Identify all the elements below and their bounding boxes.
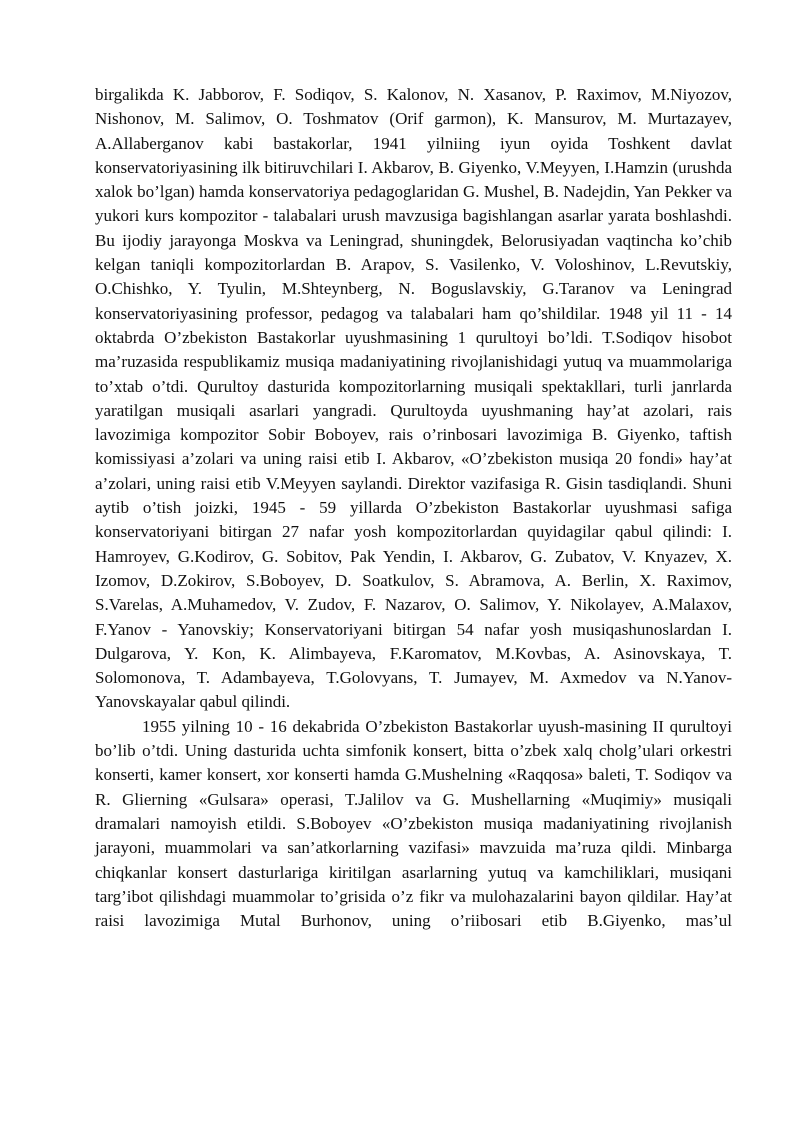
document-page [95,83,732,933]
body-paragraph: birgalikda K. Jabborov, F. Sodiqov, S. Kalonov, N. Xasanov, P. Raximov, M.Niyozov, Nishonov, M. Salimov, O. Toshmatov (Orif garmon), K. Mansurov, M. Murtazayev, A.Allaberganov kabi bastakorlar, 1941 yilniing iyun oyida Toshkent davlat konservatoriyasining ilk bitiruvchilari I. Akbarov, B. Giyenko, V.Meyyen, I.Hamzin (urushda xalok bo’lgan) hamda konservatoriya pedagoglaridan G. Mushel, B. Nadejdin, Yan Pekker va yukori kurs kompozitor - talabalari urush mavzusiga bagishlangan asarlar yarata boshlashdi. Bu ijodiy jarayonga Moskva va Leningrad, shuningdek, Belorusiyadan vaqtincha ko’chib kelgan taniqli kompozitorlardan B. Arapov, S. Vasilenko, V. Voloshinov, L.Revutskiy, O.Chishko, Y. Tyulin, M.Shteynberg, N. Boguslavskiy, G.Taranov va Leningrad konservatoriyasining professor, pedagog va talabalari ham qo’shildilar. 1948 yil 11 - 14 oktabrda O’zbekiston Bastakorlar uyushmasining 1 qurultoyi bo’ldi. T.Sodiqov hisobot ma’ruzasida respublikamiz musiqa madaniyatining rivojlanishidagi yutuq va muammolariga to’xtab o’tdi. Qurultoy dasturida kompozitorlarning musiqali spektakllari, turli janrlarda yaratilgan musiqali asarlari yangradi. Qurultoyda uyushmaning hay’at azolari, rais lavozimiga kompozitor Sobir Boboyev, rais o’rinbosari lavozimiga B. Giyenko, taftish komissiyasi a’zolari va uning raisi etib I. Akbarov, «O’zbekiston musiqa 20 fondi» hay’at a’zolari, uning raisi etib V.Meyyen saylandi. Direktor vazifasiga R. Gisin tasdiqlandi. Shuni aytib o’tish joizki, 1945 - 59 yillarda O’zbekiston Bastakorlar uyushmasi safiga konservatoriyani bitirgan 27 nafar yosh kompozitorlardan quyidagilar qabul qilindi: I. Hamroyev, G.Kodirov, G. Sobitov, Pak Yendin, I. Akbarov, G. Zubatov, V. Knyazev, X. Izomov, D.Zokirov, S.Boboyev, D. Soatkulov, S. Abramova, A. Berlin, X. Raximov, S.Varelas, A.Muhamedov, V. Zudov, F. Nazarov, O. Salimov, Y. Nikolayev, A.Malaxov, F.Yanov - Yanovskiy; Konservatoriyani bitirgan 54 nafar yosh musiqashunoslardan I. Dulgarova, Y. Kon, K. Alimbayeva, F.Karomatov, M.Kovbas, A. Asinovskaya, T. Solomonova, T. Adambayeva, T.Golovyans, T. Jumayev, M. Axmedov va N.Yanov-Yanovskayalar qabul qilindi. [95,85,732,712]
body-paragraph: 1955 yilning 10 - 16 dekabrida O’zbekiston Bastakorlar uyush-masining II qurultoyi bo’lib o’tdi. Uning dasturida uchta simfonik konsert, bitta o’zbek xalq cholg’ulari orkestri konserti, kamer konsert, xor konserti hamda G.Mushelning «Raqqosa» baleti, T. Sodiqov va R. Glierning «Gulsara» operasi, T.Jalilov va G. Mushellarning «Muqimiy» musiqali dramalari namoyish etildi. S.Boboyev «O’zbekiston musiqa madaniyatining rivojlanish jarayoni, muammolari va san’atkorlarning vazifasi» mavzuida ma’ruza qildi. Minbarga chiqkanlar konsert dasturlariga kiritilgan asarlarning yutuq va kamchiliklari, musiqani targ’ibot qilishdagi muammolar to’grisida o’z fikr va mulohazalarini bayon qildilar. Hay’at raisi lavozimiga Mutal Burhonov, uning o’riibosari etib B.Giyenko, mas’ul [95,716,732,931]
